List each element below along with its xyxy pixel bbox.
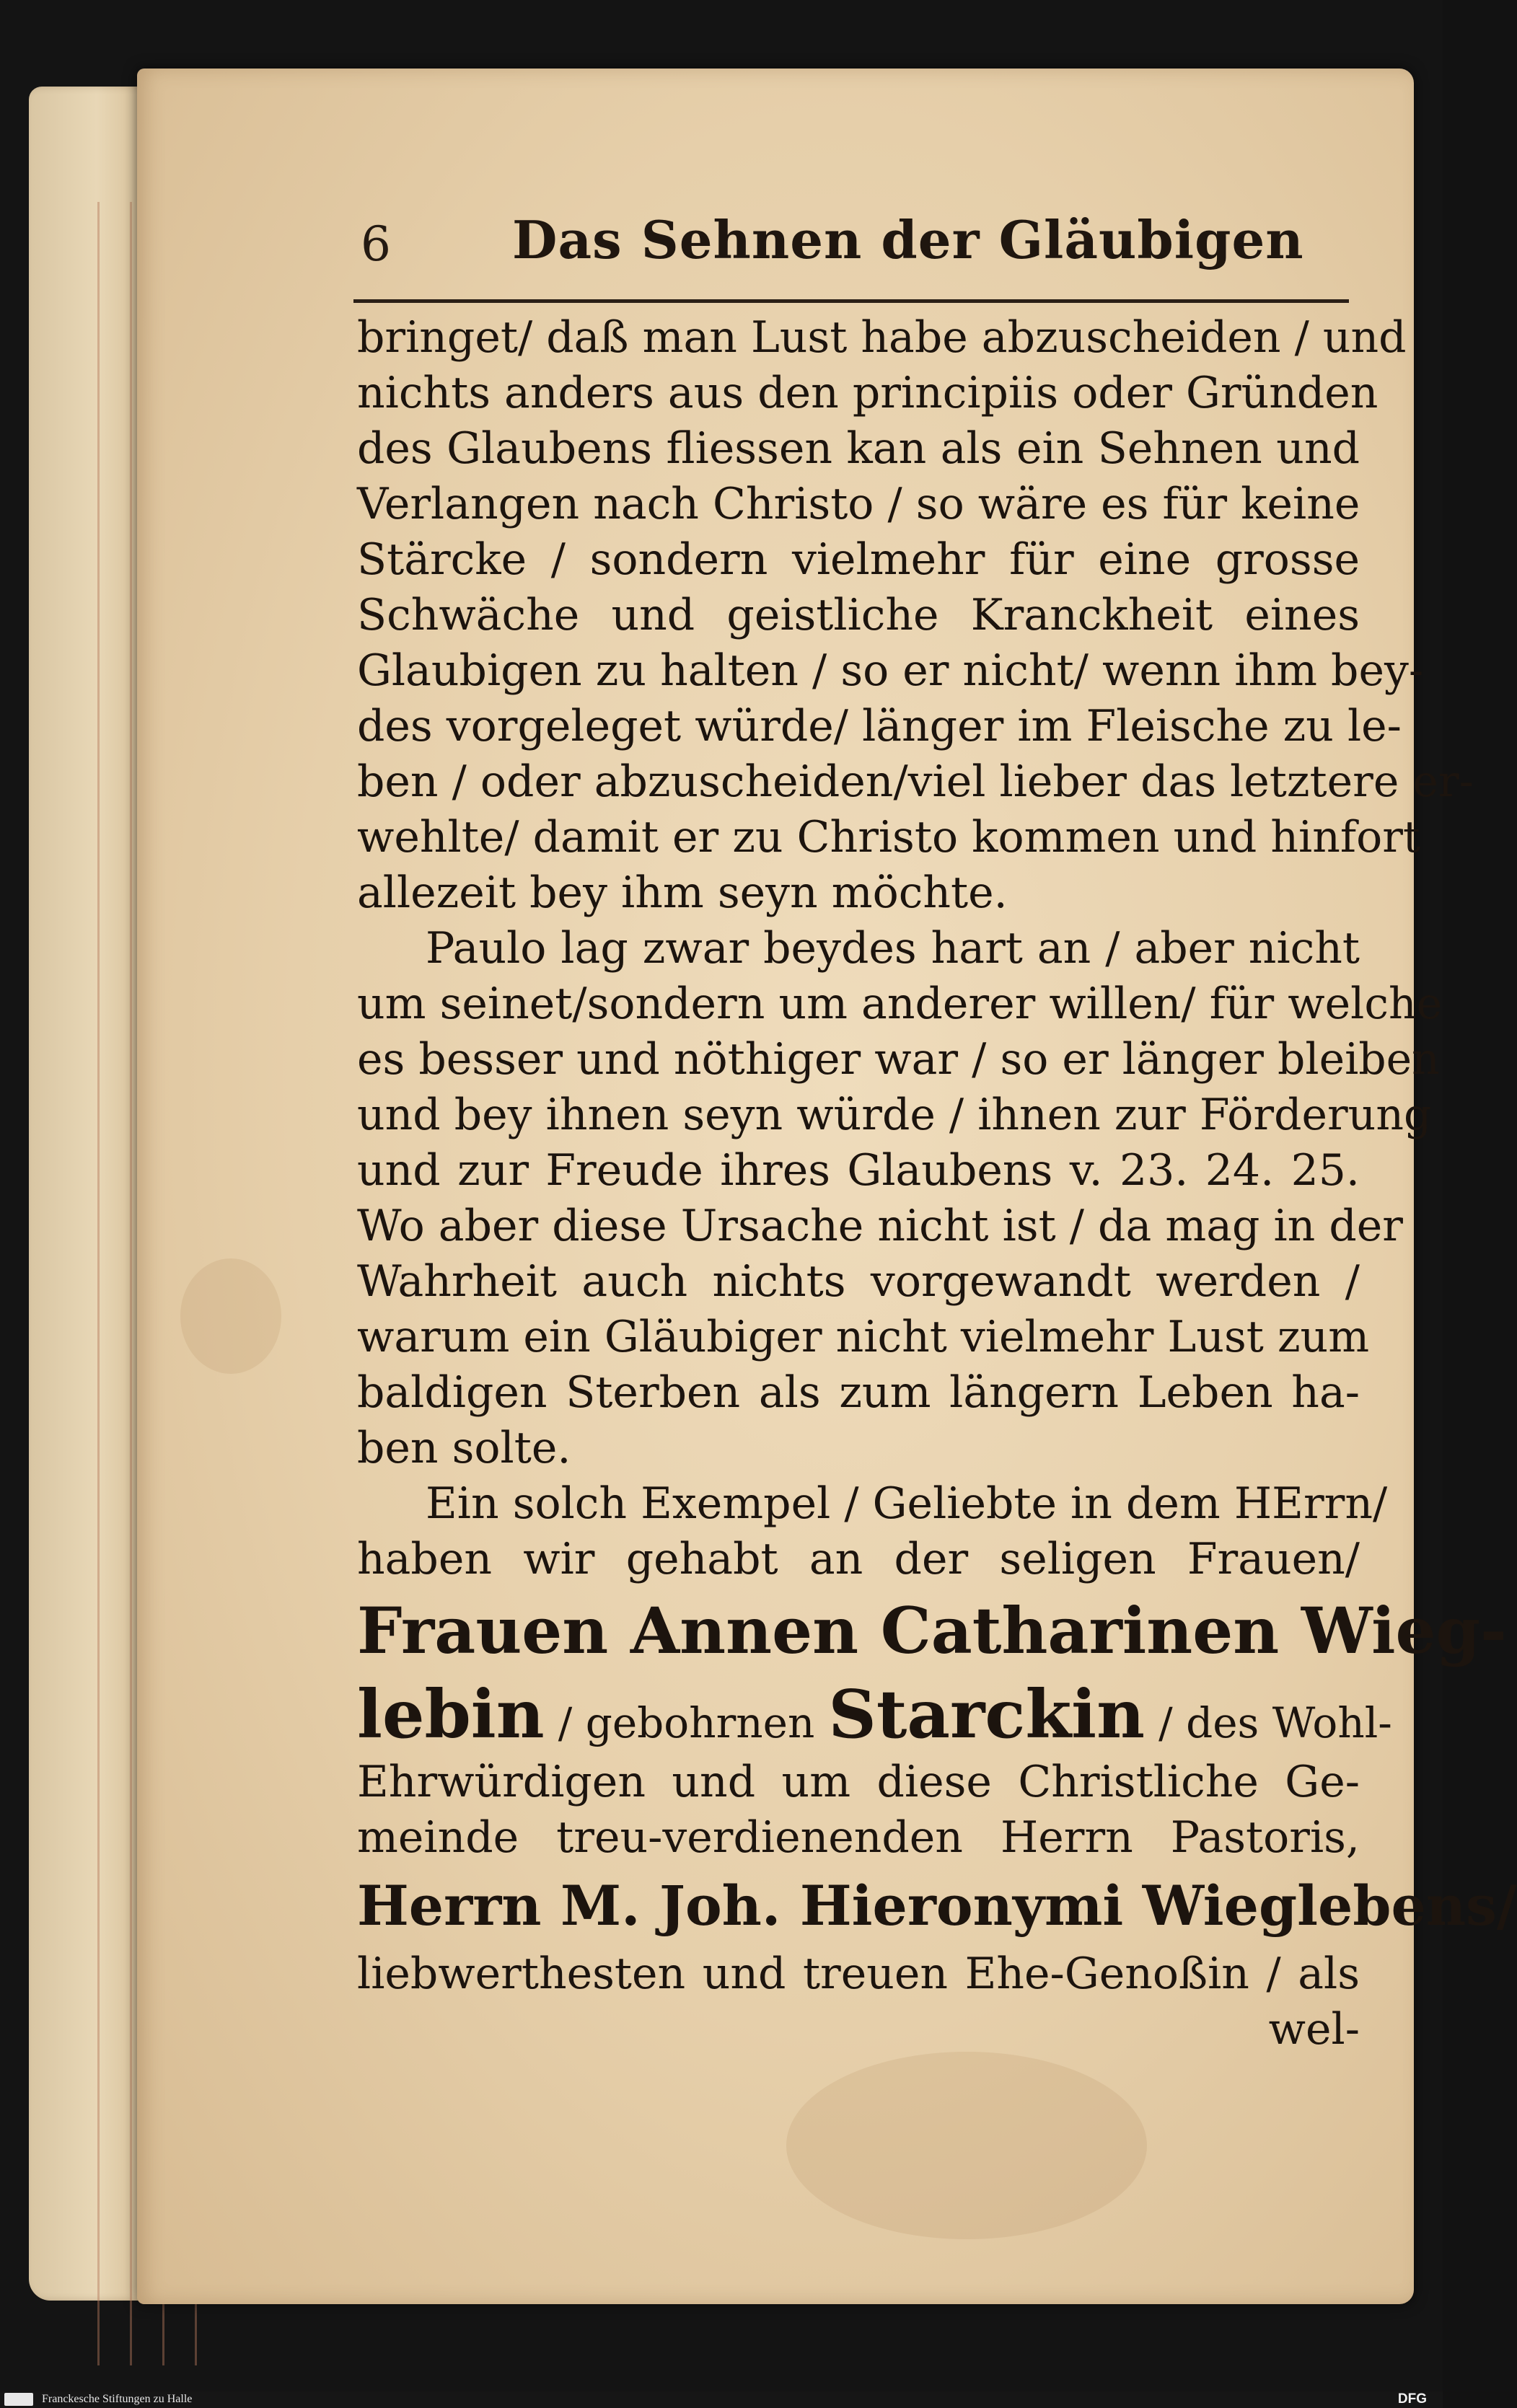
text-line: allezeit bey ihm seyn möchte. [357,868,1008,918]
footer-credit: Franckesche Stiftungen zu Halle [42,2393,193,2405]
paragraph-start-line: Paulo lag zwar beydes hart an / aber nicht [426,923,1360,974]
text-fragment: / gebohrnen [558,1698,815,1747]
text-line: des Glaubens fliessen kan als ein Sehnen und [357,423,1360,474]
page-body [357,310,1517,2058]
text-line: Schwäche und geistliche Kranckheit eines [357,590,1360,640]
text-line: baldigen Sterben als zum längern Leben ha- [357,1367,1360,1418]
text-line: ben / oder abzuscheiden/viel lieber das letztere er- [357,757,1474,807]
text-line: des vorgeleget würde/ länger im Fleische zu le- [357,701,1402,751]
text-line: meinde treu-verdienenden Herrn Pastoris, [357,1812,1360,1863]
dfg-logo: DFG [1397,2391,1427,2407]
text-fragment: / des Wohl- [1158,1698,1392,1747]
paragraph-start-line: Ein solch Exempel / Geliebte in dem HErrn/ [426,1478,1388,1529]
name-fragment: lebin [357,1675,545,1753]
name-mixed-line [357,1674,1392,1755]
page-header [361,209,1349,288]
page-number: 6 [361,216,391,272]
text-line: ben solte. [357,1423,571,1473]
catchword: wel- [1268,2004,1360,2055]
page-edge-line [97,202,100,2365]
text-line: Stärcke / sondern vielmehr für eine grosse [357,534,1360,585]
name-display-line: Frauen Annen Catharinen Wieg- [357,1593,1507,1668]
text-line: Verlangen nach Christo / so wäre es für keine [357,479,1360,529]
text-line: es besser und nöthiger war / so er länger bleiben [357,1034,1440,1085]
text-line: Glaubigen zu halten / so er nicht/ wenn ihm bey- [357,645,1424,696]
text-line: und zur Freude ihres Glaubens v. 23. 24. 25. [357,1145,1360,1196]
maiden-name: Starckin [828,1675,1146,1753]
text-line: um seinet/sondern um anderer willen/ für welche [357,979,1443,1029]
pastor-name: Herrn M. Joh. Hieronymi Wieglebens/ [357,1874,1517,1938]
text-line: warum ein Gläubiger nicht vielmehr Lust zum [357,1312,1370,1362]
text-line: nichts anders aus den principiis oder Gründen [357,368,1379,418]
text-line: Wahrheit auch nichts vorgewandt werden / [357,1256,1360,1307]
text-line: Wo aber diese Ursache nicht ist / da mag in der [357,1201,1403,1251]
text-line: bringet/ daß man Lust habe abzuscheiden / und [357,312,1407,363]
text-line: Ehrwürdigen und um diese Christliche Ge- [357,1757,1360,1807]
pastor-name-line [357,1866,1517,1946]
viewer-footer [0,2391,1443,2408]
text-line: liebwerthesten und treuen Ehe-Genoßin / als [357,1949,1360,1999]
running-head: Das Sehnen der Gläubigen [512,209,1304,270]
institution-logo [4,2393,33,2406]
header-rule [353,299,1349,303]
text-line: haben wir gehabt an der seligen Frauen/ [357,1534,1360,1584]
page-edge-line [130,202,132,2365]
paper-stain [786,2052,1147,2239]
text-line: und bey ihnen seyn würde / ihnen zur Förderung [357,1090,1432,1140]
text-line: wehlte/ damit er zu Christo kommen und hinfort [357,812,1421,863]
paper-stain [180,1258,281,1374]
